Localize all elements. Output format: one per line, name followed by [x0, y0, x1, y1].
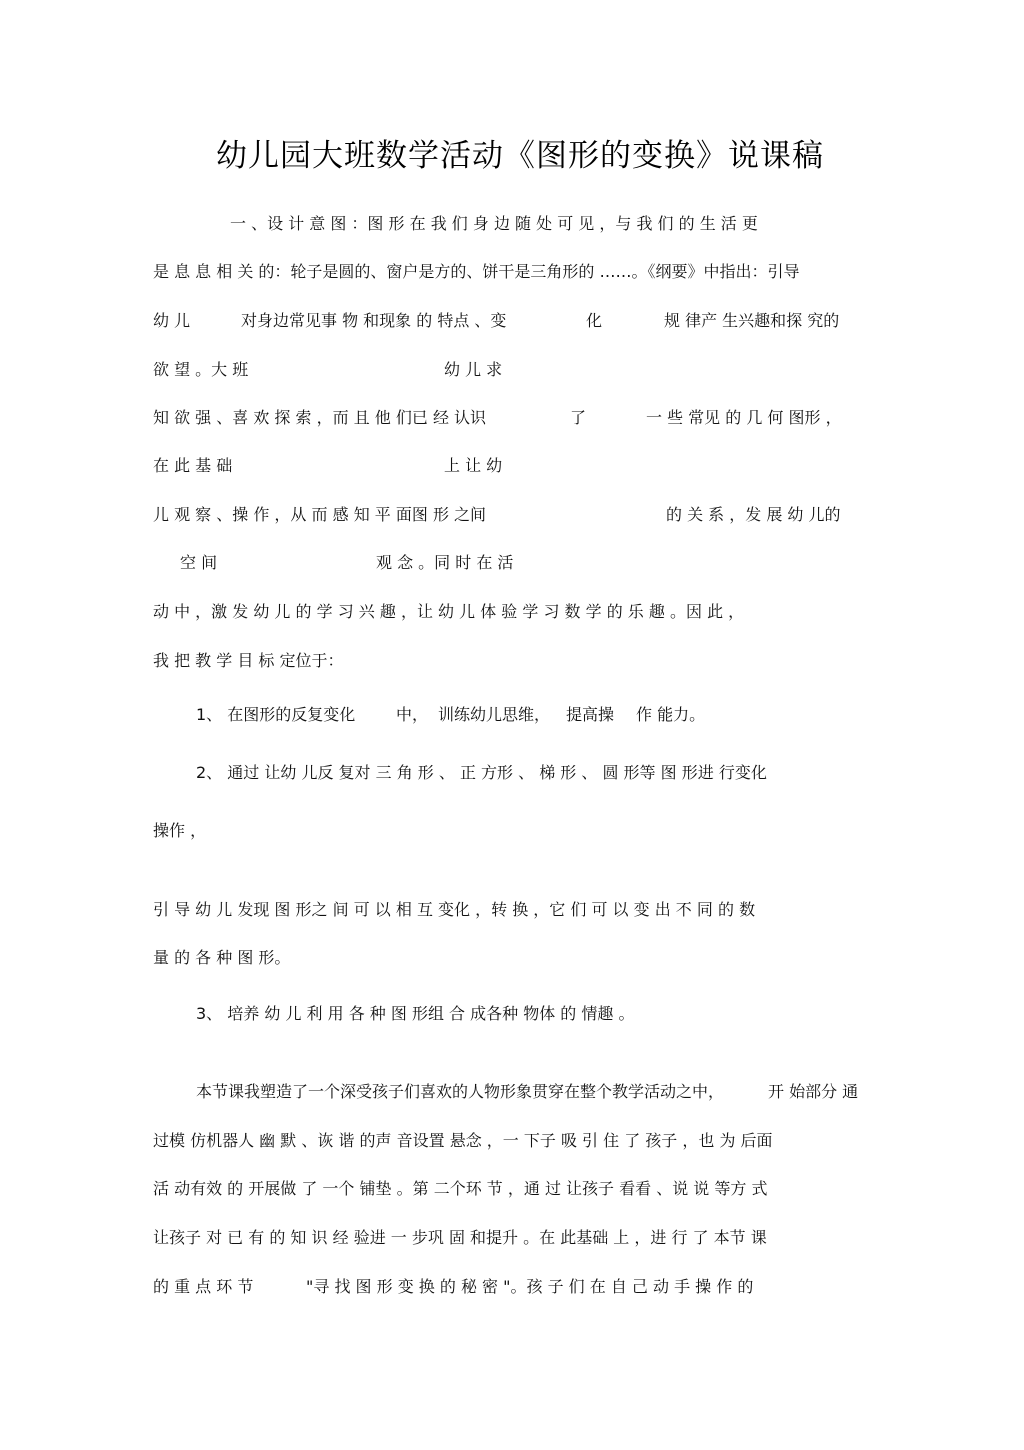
text-line: 幼 儿 [153, 311, 191, 330]
text-line: 一 、设 计 意 图 ：图 形 在 我 们 身 边 随 处 可 见 ，与 我 们 的 生 活 更 [230, 214, 758, 233]
text-line: 中， [396, 705, 429, 724]
text-line: 上 让 幼 [444, 456, 503, 475]
text-line: 一 些 常见 的 几 何 图形 ， [646, 408, 842, 427]
goal-item: 2、 通过 让幼 儿反 复对 三 角 形 、 正 方形 、 梯 形 、 圆 形等 图 形进 行变化 [196, 763, 767, 782]
text-line: 开 始部分 通 [768, 1082, 859, 1101]
text-line: 是 息 息 相 关 的：轮子是圆的、窗户是方的、饼干是三角形的 ……。《纲要》中指出：引导 [153, 262, 800, 281]
text-line: 提高操 [566, 705, 615, 724]
text-line: 的 重 点 环 节 [153, 1277, 254, 1296]
text-line: 欲 望 。大 班 [153, 360, 249, 379]
text-line: 儿 观 察 、操 作 ，从 而 感 知 平 面图 形 之间 [153, 505, 487, 524]
text-line: 我 把 教 学 目 标 定位于： [153, 651, 344, 670]
text-line: 过模 仿机器人 幽 默 、诙 谐 的声 音设置 悬念 ，一 下子 吸 引 住 了 孩子 ，也 为 后面 [153, 1131, 773, 1150]
text-line: 了 [570, 408, 587, 427]
text-line: 量 的 各 种 图 形。 [153, 948, 291, 967]
text-line: 本节课我塑造了一个深受孩子们喜欢的人物形象贯穿在整个教学活动之中， [196, 1082, 725, 1101]
goal-item: 1、 在图形的反复变化 [196, 705, 356, 724]
text-line: 对身边常见事 物 和现象 的 特点 、变 [241, 311, 507, 330]
text-line: 规 律产 生兴趣和探 究的 [664, 311, 840, 330]
text-line: 引 导 幼 儿 发现 图 形之 间 可 以 相 互 变化 ，转 换 ，它 们 可 以 变 出 不 同 的 数 [153, 900, 756, 919]
goal-item: 3、 培养 幼 儿 利 用 各 种 图 形组 合 成各种 物体 的 情趣 。 [196, 1004, 635, 1023]
text-line: 在 此 基 础 [153, 456, 233, 475]
text-line: 让孩子 对 已 有 的 知 识 经 验进 一 步巩 固 和提升 。在 此基础 上 ，进 行 了 本节 课 [153, 1228, 767, 1247]
text-line: 空 间 [180, 553, 218, 572]
text-line: 动 中 ，激 发 幼 儿 的 学 习 兴 趣 ，让 幼 儿 体 验 学 习 数 学 的 乐 趣 。因 此 ， [153, 602, 745, 621]
text-line: 知 欲 强 、喜 欢 探 索 ，而 且 他 们已 经 认识 [153, 408, 487, 427]
text-line: 作 能力。 [636, 705, 706, 724]
text-line: 活 动有效 的 开展做 了 一个 铺垫 。第 二个环 节 ，通 过 让孩子 看看 、说 说 等方 式 [153, 1179, 768, 1198]
text-line: 操作 ， [153, 821, 207, 840]
text-line: "寻 找 图 形 变 换 的 秘 密 "。孩 子 们 在 自 己 动 手 操 作 的 [306, 1277, 754, 1296]
text-line: 化 [586, 311, 603, 330]
text-line: 训练幼儿思维， [438, 705, 551, 724]
document-title: 幼儿园大班数学活动《图形的变换》说课稿 [216, 138, 824, 174]
text-line: 观 念 。同 时 在 活 [376, 553, 514, 572]
text-line: 的 关 系 ，发 展 幼 儿的 [666, 505, 841, 524]
text-line: 幼 儿 求 [444, 360, 503, 379]
